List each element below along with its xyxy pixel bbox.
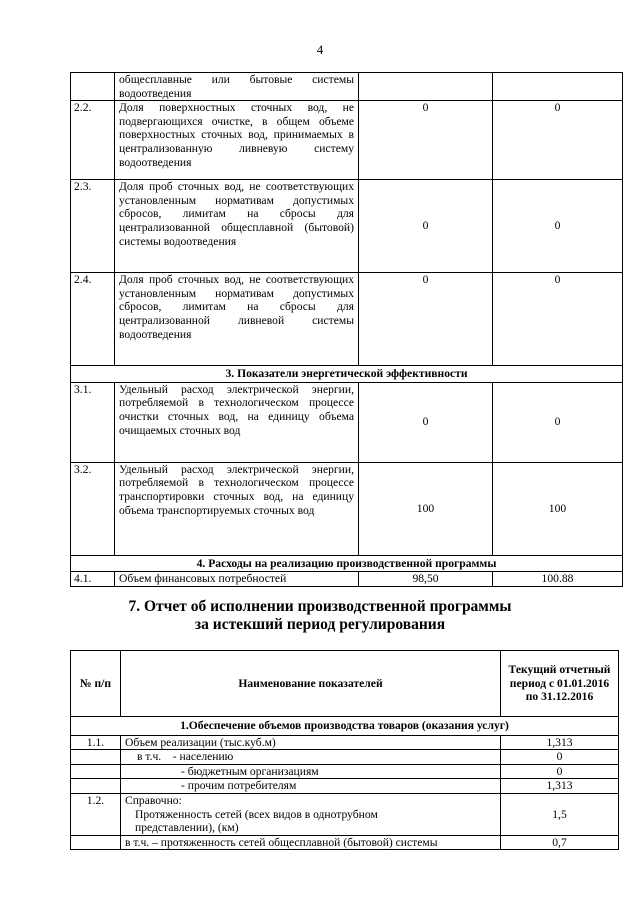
report-title-line-2: за истекший период регулирования: [194, 616, 446, 633]
table-header-row: [71, 651, 619, 717]
page-number: 4: [316, 42, 324, 57]
row-number: 1.2.: [71, 793, 121, 835]
row-value: 0: [501, 764, 619, 779]
table-row: [71, 793, 619, 835]
row-number: 3.1.: [71, 382, 115, 462]
row-value: 1,5: [501, 793, 619, 835]
row-value-actual: 0: [493, 101, 623, 180]
row-description: Удельный расход электрической энергии, потребляемой в технологическом процессе транспортировки сточных вод, на единицу объема транспортируемых сточных вод: [115, 462, 359, 555]
row-name: - прочим потребителям: [121, 779, 501, 794]
row-name-line-1: Справочно:: [125, 793, 182, 807]
row-number: 1.1.: [71, 735, 121, 750]
row-value-planned: 100: [359, 462, 493, 555]
row-value: 0,7: [501, 835, 619, 850]
row-number: [71, 73, 115, 101]
row-name: в т.ч. – протяженность сетей общесплавной (бытовой) системы: [121, 835, 501, 850]
row-name: Объем реализации (тыс.куб.м): [121, 735, 501, 750]
row-value-planned: 0: [359, 101, 493, 180]
table-row: [71, 750, 619, 765]
report-title: [0, 598, 640, 634]
column-header-name: Наименование показателей: [121, 651, 501, 717]
section-heading-energy: 3. Показатели энергетической эффективности: [71, 366, 623, 383]
table-row: [71, 735, 619, 750]
row-value-actual: [493, 73, 623, 101]
row-number: 2.4.: [71, 273, 115, 366]
row-number: [71, 835, 121, 850]
table-row: [71, 462, 623, 555]
table-row: [71, 73, 623, 101]
row-name: в т.ч. - населению: [121, 750, 501, 765]
row-value-actual: 0: [493, 273, 623, 366]
row-value-actual: 0: [493, 382, 623, 462]
section-heading-volume: 1.Обеспечение объемов производства товаров (оказания услуг): [71, 717, 619, 736]
row-value-planned: 0: [359, 382, 493, 462]
row-name: [121, 793, 501, 835]
table-row: [71, 835, 619, 850]
row-number: 4.1.: [71, 572, 115, 587]
table-row: [71, 273, 623, 366]
table-row: [71, 180, 623, 273]
row-number: 2.2.: [71, 101, 115, 180]
report-title-line-1: 7. Отчет об исполнении производственной программы: [128, 598, 512, 615]
row-value-planned: 0: [359, 273, 493, 366]
table-row: [71, 382, 623, 462]
row-value: 1,313: [501, 779, 619, 794]
row-value: 0: [501, 750, 619, 765]
row-value-planned: 98,50: [359, 572, 493, 587]
row-description: Объем финансовых потребностей: [115, 572, 359, 587]
section-row: [71, 366, 623, 383]
report-table: [70, 650, 619, 850]
row-description: Доля поверхностных сточных вод, не подвергающихся очистке, в общем объеме поверхностных сточных вод, принимаемых в централизованную ливневую систему водоотведения: [115, 101, 359, 180]
table-row: [71, 101, 623, 180]
row-name: - бюджетным организациям: [121, 764, 501, 779]
column-header-period: Текущий отчетный период с 01.01.2016 по 31.12.2016: [501, 651, 619, 717]
row-value-actual: 0: [493, 180, 623, 273]
indicators-table: [70, 72, 623, 587]
row-value-planned: 0: [359, 180, 493, 273]
row-description: Удельный расход электрической энергии, потребляемой в технологическом процессе очистки сточных вод, на единицу объема очищаемых сточных вод: [115, 382, 359, 462]
row-number: [71, 750, 121, 765]
row-number: 3.2.: [71, 462, 115, 555]
section-row: [71, 555, 623, 572]
row-value-planned: [359, 73, 493, 101]
row-description: Доля проб сточных вод, не соответствующих установленным нормативам допустимых сбросов, лимитам на сбросы для централизованной ливневой системы водоотведения: [115, 273, 359, 366]
row-value-actual: 100.88: [493, 572, 623, 587]
table-row: [71, 572, 623, 587]
column-header-number: № п/п: [71, 651, 121, 717]
table-row: [71, 764, 619, 779]
row-description: общесплавные или бытовые системы водоотведения: [115, 73, 359, 101]
row-value-actual: 100: [493, 462, 623, 555]
section-row: [71, 717, 619, 736]
table-row: [71, 779, 619, 794]
row-value: 1,313: [501, 735, 619, 750]
row-name-line-2: Протяженность сетей (всех видов в однотрубном представлении), (км): [135, 807, 378, 835]
row-description: Доля проб сточных вод, не соответствующих установленным нормативам допустимых сбросов, лимитам на сбросы для централизованной общесплавной (бытовой) системы водоотведения: [115, 180, 359, 273]
row-number: 2.3.: [71, 180, 115, 273]
row-number: [71, 764, 121, 779]
row-number: [71, 779, 121, 794]
section-heading-expenses: 4. Расходы на реализацию производственной программы: [71, 555, 623, 572]
